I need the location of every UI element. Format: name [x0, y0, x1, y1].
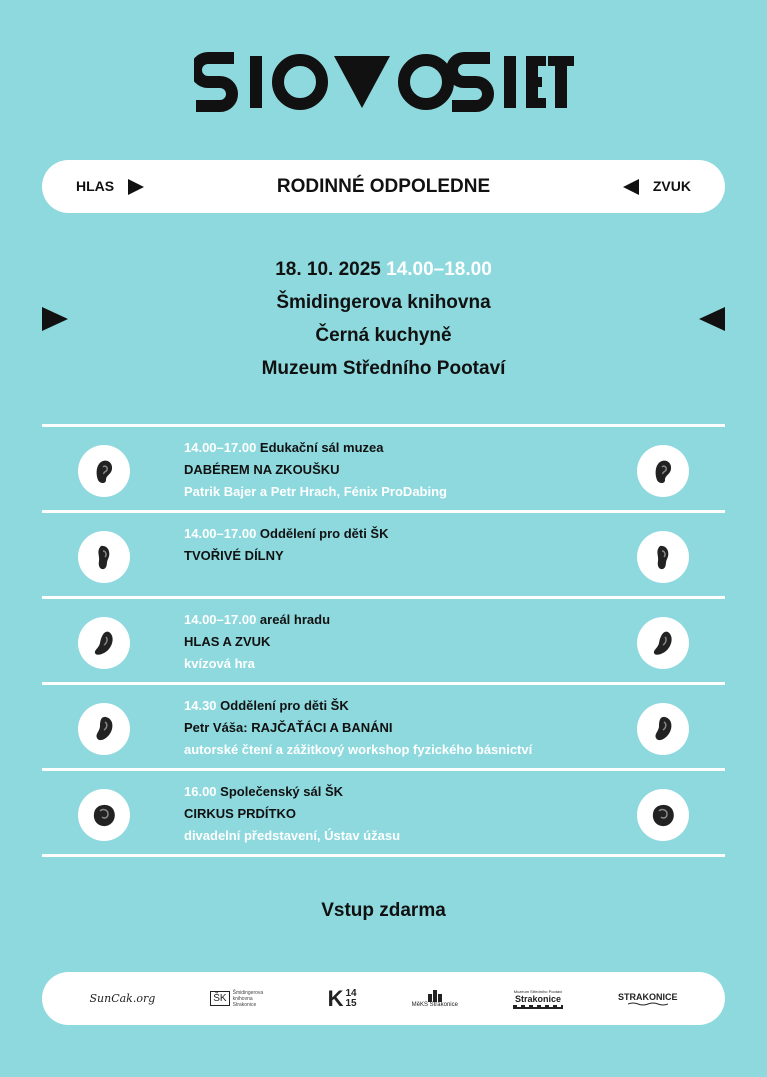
time-range: 14.00–18.00	[386, 259, 492, 280]
event-info	[0, 253, 767, 385]
event-subtitle: autorské čtení a zážitkový workshop fyzického básnictví	[184, 742, 533, 757]
event-title: HLAS A ZVUK	[184, 634, 271, 649]
event-title: Petr Váša: RAJČAŤÁCI A BANÁNI	[184, 720, 393, 735]
sponsor-bar	[42, 972, 725, 1025]
ear-icon	[637, 789, 689, 841]
event-place: Společenský sál ŠK	[220, 784, 344, 799]
venue: Muzeum Středního Pootaví	[261, 358, 506, 379]
ear-icon	[78, 703, 130, 755]
sponsor-logo: ŠK Šmidingerova knihovna Strakonice	[210, 990, 272, 1008]
date: 18. 10. 2025	[275, 259, 381, 280]
event-row	[42, 596, 725, 682]
hlas-label	[76, 160, 144, 213]
event-subtitle: Patrik Bajer a Petr Hrach, Fénix ProDabing	[184, 484, 447, 499]
event-details	[184, 523, 389, 589]
event-subtitle	[184, 567, 389, 589]
sponsor-logo: STRAKONICE	[618, 992, 678, 1006]
page-title: RODINNÉ ODPOLEDNE	[276, 176, 491, 197]
event-title: CIRKUS PRDÍTKO	[184, 806, 296, 821]
event-place: Oddělení pro děti ŠK	[259, 526, 389, 541]
ear-icon	[637, 617, 689, 669]
wave-icon	[628, 1002, 668, 1006]
event-row	[42, 768, 725, 857]
event-title: TVOŘIVÉ DÍLNY	[184, 548, 284, 563]
event-row	[42, 424, 725, 510]
sponsor-logo: Muzeum Středního Pootaví Strakonice	[513, 989, 563, 1009]
ear-icon	[78, 617, 130, 669]
sponsor-logo: SunCak.org	[89, 992, 156, 1005]
zvuk-text: ZVUK	[652, 178, 691, 194]
event-row	[42, 510, 725, 596]
event-subtitle: divadelní představení, Ústav úžasu	[184, 828, 401, 843]
free-entry: Vstup zdarma	[321, 900, 446, 921]
logo	[0, 50, 767, 117]
hlas-text: HLAS	[76, 178, 115, 194]
ear-icon	[78, 445, 130, 497]
sponsor-logo: MěKS Strakonice	[412, 990, 458, 1008]
zvuk-label	[623, 160, 691, 213]
event-title: DABÉREM NA ZKOUŠKU	[184, 462, 340, 477]
event-subtitle: kvízová hra	[184, 656, 255, 671]
event-place: Edukační sál muzea	[259, 440, 384, 455]
event-time: 14.00–17.00	[184, 612, 257, 627]
ear-icon	[78, 789, 130, 841]
event-time: 14.00–17.00	[184, 526, 257, 541]
ear-icon	[637, 531, 689, 583]
event-time: 14.00–17.00	[184, 440, 257, 455]
date-time	[0, 253, 767, 286]
play-left-icon	[623, 179, 639, 195]
slovoslet-logo	[194, 50, 574, 112]
top-bar	[42, 160, 725, 213]
event-details	[184, 609, 330, 675]
event-place: Oddělení pro děti ŠK	[220, 698, 349, 713]
meks-icon	[428, 990, 442, 1002]
event-place: areál hradu	[259, 612, 331, 627]
sponsor-logo: K 14 15	[327, 985, 357, 1011]
event-details	[184, 437, 447, 503]
event-time: 16.00	[184, 784, 217, 799]
ear-icon	[78, 531, 130, 583]
ear-icon	[637, 445, 689, 497]
castle-wall-icon	[513, 1004, 563, 1009]
event-row	[42, 682, 725, 768]
event-details	[184, 781, 400, 847]
ear-icon	[637, 703, 689, 755]
venue: Šmidingerova knihovna	[276, 292, 491, 313]
play-right-icon	[128, 179, 144, 195]
event-time: 14.30	[184, 698, 217, 713]
event-details	[184, 695, 532, 761]
venue: Černá kuchyně	[315, 325, 452, 346]
event-list	[42, 424, 725, 857]
